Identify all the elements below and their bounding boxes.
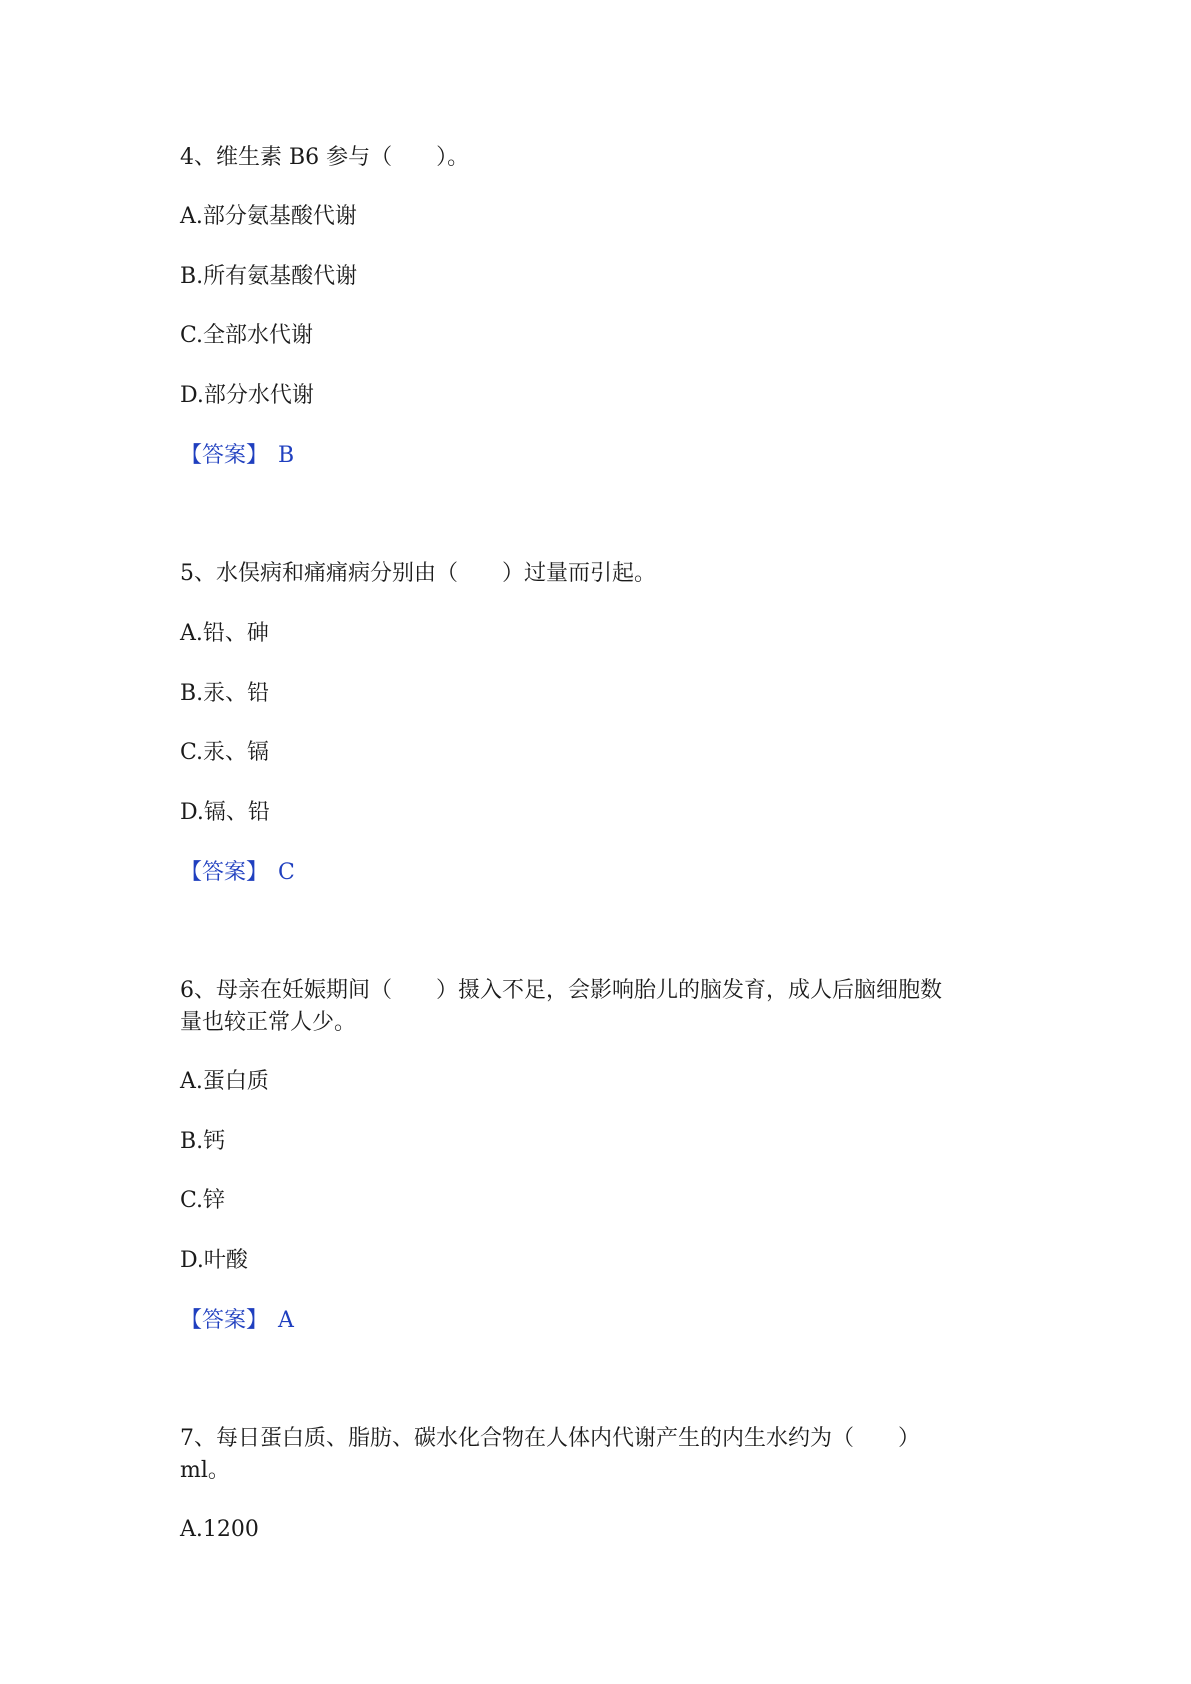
answer	[180, 440, 294, 472]
answer-value: B	[278, 443, 295, 468]
option-d: D.部分水代谢	[180, 383, 314, 408]
question-stem-line-1: 7、每日蛋白质、脂肪、碳水化合物在人体内代谢产生的内生水约为（ ）	[180, 1426, 920, 1451]
option-a: A.部分氨基酸代谢	[180, 204, 357, 229]
question-stem-line-2: 量也较正常人少。	[180, 1010, 357, 1035]
option-d: D.叶酸	[180, 1248, 248, 1273]
answer-label: 【答案】	[180, 443, 269, 468]
option-c: C.全部水代谢	[180, 323, 314, 348]
option-c: C.锌	[180, 1188, 226, 1213]
answer	[180, 857, 295, 889]
question-stem-line-2: ml。	[180, 1458, 230, 1483]
question-stem: 5、水俣病和痛痛病分别由（ ）过量而引起。	[180, 561, 656, 586]
answer-value: C	[278, 860, 295, 885]
option-b: B.汞、铅	[180, 681, 270, 706]
option-b: B.钙	[180, 1129, 226, 1154]
answer-value: A	[278, 1308, 294, 1333]
question-stem: 4、维生素 B6 参与（ ）。	[180, 145, 470, 170]
option-a: A.蛋白质	[180, 1069, 269, 1094]
answer-label: 【答案】	[180, 1308, 269, 1333]
option-a: A.铅、砷	[180, 621, 269, 646]
question-stem-line-1: 6、母亲在妊娠期间（ ）摄入不足，会影响胎儿的脑发育，成人后脑细胞数	[180, 978, 942, 1003]
answer-label: 【答案】	[180, 860, 269, 885]
option-b: B.所有氨基酸代谢	[180, 264, 358, 289]
answer	[180, 1305, 294, 1337]
option-c: C.汞、镉	[180, 740, 270, 765]
option-a: A.1200	[180, 1517, 259, 1542]
option-d: D.镉、铅	[180, 800, 270, 825]
